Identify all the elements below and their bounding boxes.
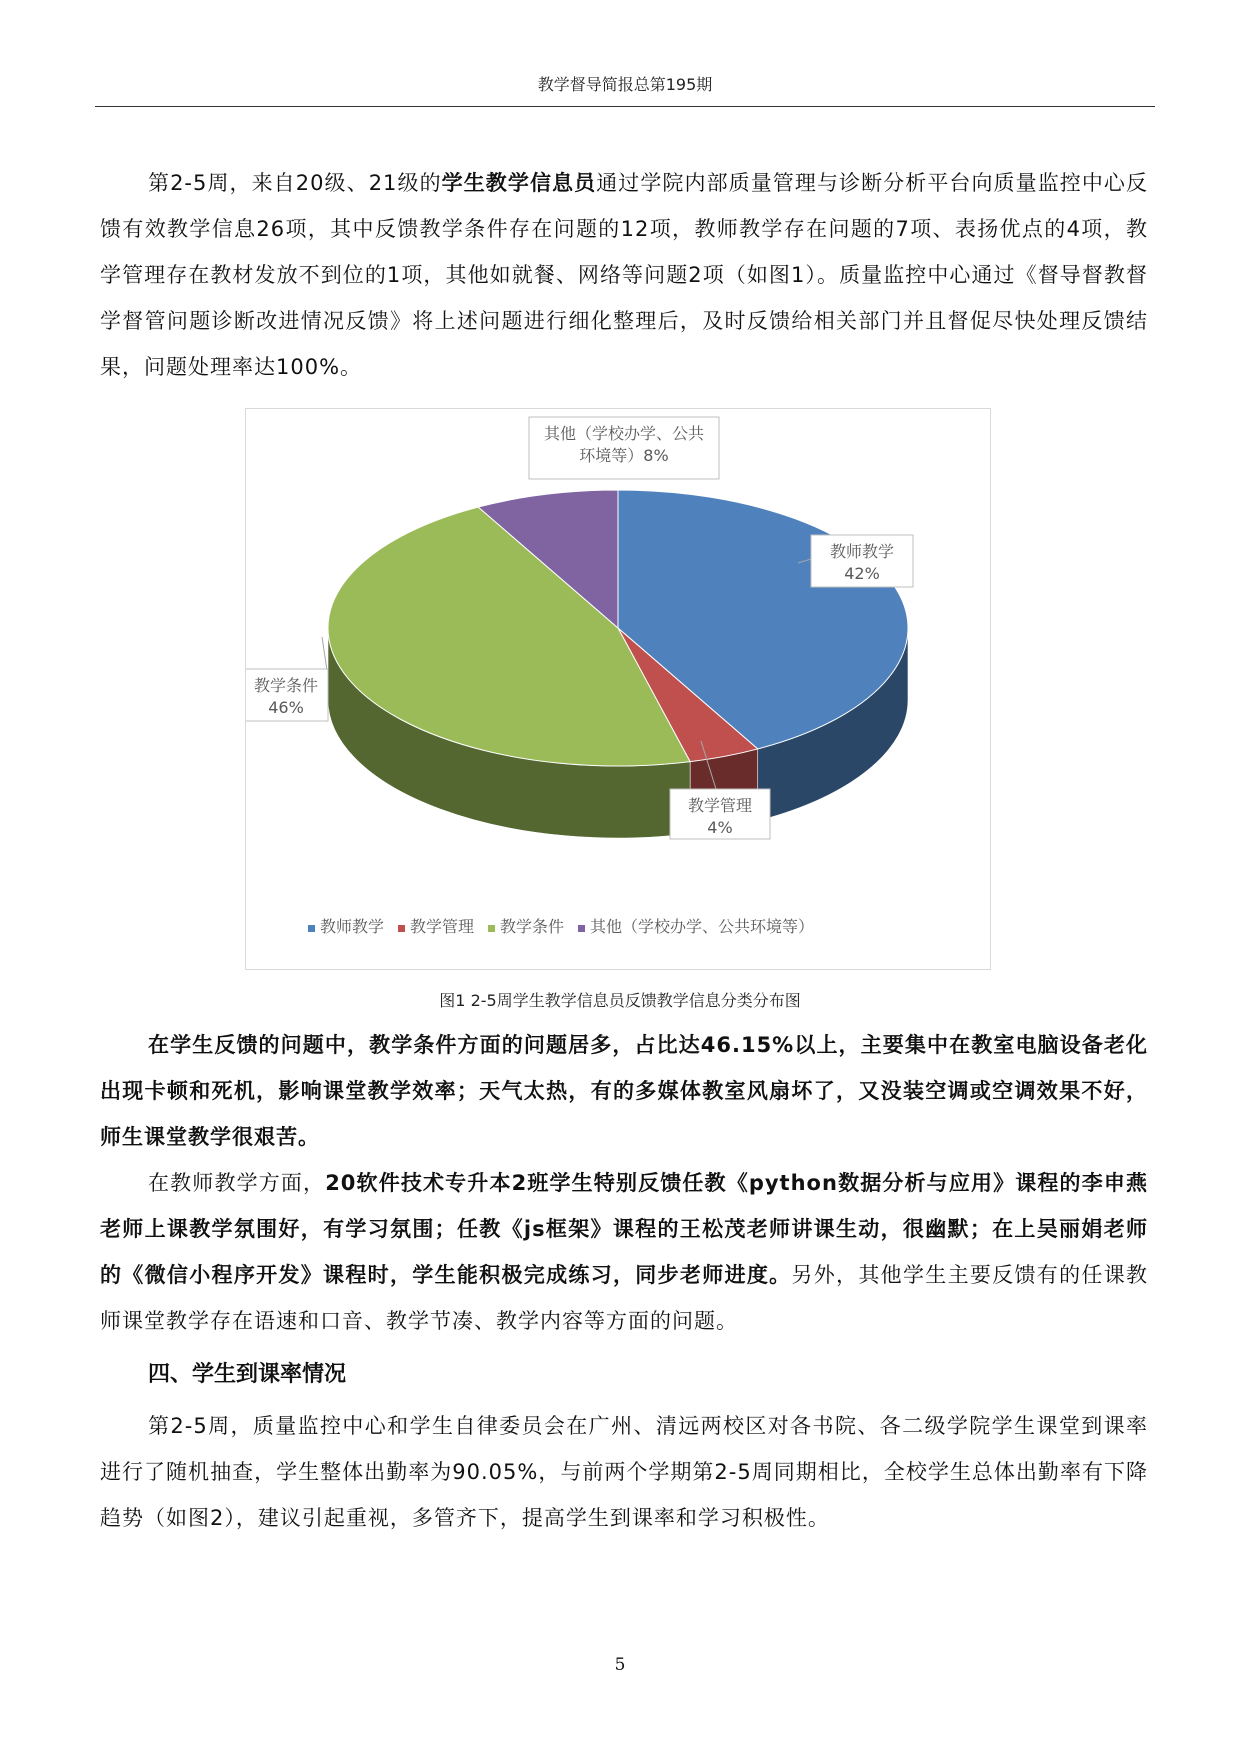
pie-chart-svg bbox=[246, 409, 990, 969]
data-label-text-1-0: 教学管理 bbox=[687, 796, 753, 815]
page-header: 教学督导简报总第195期 bbox=[537, 75, 713, 94]
paragraph-attendance: 第2-5周，质量监控中心和学生自律委员会在广州、清远两校区对各书院、各二级学院学生课堂到课率进行了随机抽查，学生整体出勤率为90.05%，与前两个学期第2-5周同期相比，全校学生总体出勤率有下降趋势（如图2），建议引起重视，多管齐下，提高学生到课率和学习积极性。 bbox=[100, 1414, 1148, 1530]
data-label-text-3-1: 环境等）8% bbox=[579, 446, 669, 465]
legend-label-0: 教师教学 bbox=[320, 917, 385, 936]
data-label-text-3-0: 其他（学校办学、公共 bbox=[543, 424, 705, 443]
teaching-bold: 20软件技术专升本2班学生特别反馈任教《python数据分析与应用》课程的李申燕老师上课教学氛围好，有学习氛围；任教《js框架》课程的王松茂老师讲课生动，很幽默；在上吴丽娟老师的《微信小程序开发》课程时，学生能积极完成练习，同步老师进度。 bbox=[100, 1171, 1148, 1287]
legend-label-3: 其他（学校办学、公共环境等） bbox=[590, 917, 815, 936]
data-label-text-0-0: 教师教学 bbox=[829, 542, 895, 561]
intro-text-1: 第2-5周，来自20级、21级的 bbox=[148, 171, 442, 195]
data-label-0 bbox=[798, 535, 913, 587]
pie-top bbox=[328, 490, 908, 766]
paragraph-problems bbox=[100, 1022, 1148, 1160]
intro-text-2: 通过学院内部质量管理与诊断分析平台向质量监控中心反馈有效教学信息26项，其中反馈教学条件存在问题的12项，教师教学存在问题的7项、表扬优点的4项，教学管理存在教材发放不到位的1项，其他如就餐、网络等问题2项（如图1）。质量监控中心通过《督导督教督学督管问题诊断改进情况反馈》将上述问题进行细化整理后，及时反馈给相关部门并且督促尽快处理反馈结果，问题处理率达100%。 bbox=[100, 171, 1148, 379]
data-label-3 bbox=[529, 417, 719, 479]
teaching-text-1: 在教师教学方面， bbox=[148, 1171, 326, 1195]
data-label-text-2-0: 教学条件 bbox=[253, 676, 319, 695]
legend-swatch-0 bbox=[308, 925, 315, 932]
legend-label-2: 教学条件 bbox=[500, 917, 565, 936]
legend-swatch-1 bbox=[398, 925, 405, 932]
figure-caption: 图1 2-5周学生教学信息员反馈教学信息分类分布图 bbox=[439, 991, 801, 1010]
data-label-text-2-1: 46% bbox=[268, 698, 304, 717]
legend-swatch-2 bbox=[488, 925, 495, 932]
data-label-text-1-1: 4% bbox=[707, 818, 733, 837]
legend-swatch-3 bbox=[578, 925, 585, 932]
data-label-text-0-1: 42% bbox=[844, 564, 880, 583]
data-label-2 bbox=[246, 637, 328, 721]
intro-bold: 学生教学信息员 bbox=[441, 171, 597, 195]
problems-bold: 在学生反馈的问题中，教学条件方面的问题居多，占比达46.15%以上，主要集中在教室电脑设备老化出现卡顿和死机，影响课堂教学效率；天气太热，有的多媒体教室风扇坏了，又没装空调或空调效果不好，师生课堂教学很艰苦。 bbox=[100, 1033, 1148, 1149]
section-title: 四、学生到课率情况 bbox=[148, 1362, 347, 1387]
paragraph-teaching bbox=[100, 1160, 1148, 1344]
teaching-text-2: 另外，其他学生主要反馈有的任课教师课堂教学存在语速和口音、教学节凑、教学内容等方面的问题。 bbox=[100, 1263, 1149, 1333]
pie-chart bbox=[245, 408, 991, 970]
legend-label-1: 教学管理 bbox=[410, 917, 475, 936]
paragraph-intro bbox=[100, 160, 1148, 390]
header-rule bbox=[95, 106, 1155, 107]
page-number: 5 bbox=[614, 1655, 626, 1675]
chart-legend bbox=[308, 917, 814, 936]
